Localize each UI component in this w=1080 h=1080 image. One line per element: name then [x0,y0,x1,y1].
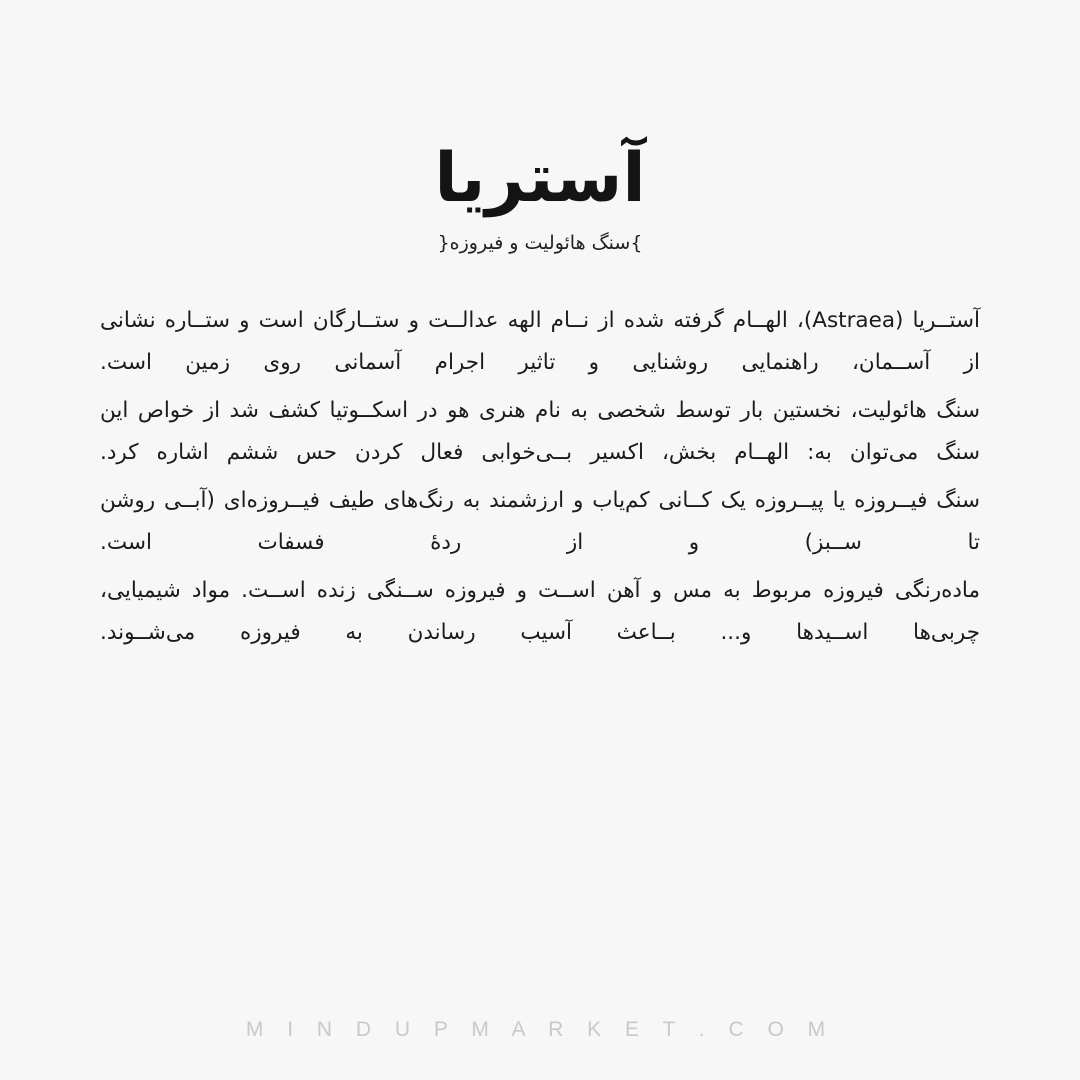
body-text [100,300,980,653]
page-subtitle: }سنگ هائولیت و فیروزه{ [437,232,643,255]
title-block [100,140,980,254]
paragraph: ماده‌رنگی فیروزه مربوط به مس و آهن اســت و فیروزه ســنگی زنده اســت. مواد شیمیایی، چربی‌ها اســیدها و... بــاعث آسیب رساندن به فیروزه می‌شــوند. [100,577,980,645]
paragraph: سنگ فیــروزه یا پیــروزه یک کــانی کم‌یاب و ارزشمند به رنگ‌های طیف فیــروزه‌ای (آبــی روشن تا ســبز) و از ردۀ فسفات است. [100,487,980,555]
footer [0,1018,1080,1042]
paragraph: آستــریا (Astraea)، الهــام گرفته شده از نــام الهه عدالــت و ستــارگان است و ستــاره نشانی از آســمان، راهنمایی روشنایی و تاثیر اجرام آسمانی روی زمین است. [100,308,980,376]
footer-watermark: M I N D U P M A R K E T . C O M [245,1018,835,1041]
page-title: آستریا [434,139,646,218]
paragraph: سنگ هائولیت، نخستین بار توسط شخصی به نام هنری هو در اسکــوتیا کشف شد از خواص این سنگ می‌توان به: الهــام بخش، اکسیر بــی‌خوابی فعال کردن حس ششم اشاره کرد. [100,398,980,465]
